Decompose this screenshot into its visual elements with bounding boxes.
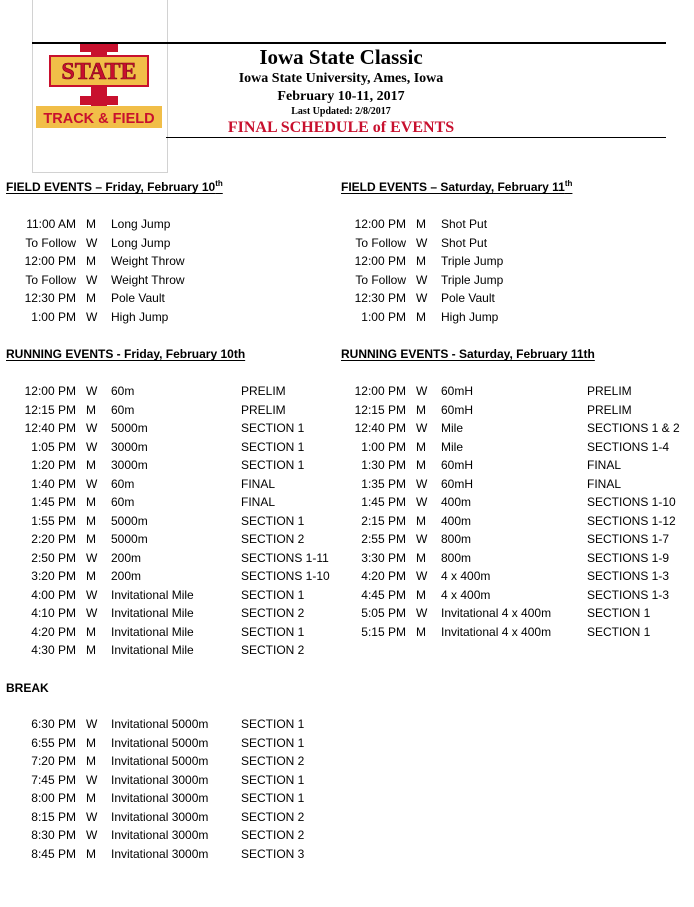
event-name: Invitational 5000m xyxy=(111,754,209,768)
event-time: 4:10 PM xyxy=(31,606,76,620)
event-time: 12:00 PM xyxy=(24,254,76,268)
field-friday-title-text: FIELD EVENTS – Friday, February 10 xyxy=(6,180,216,194)
event-time: 2:55 PM xyxy=(361,532,406,546)
field-saturday-title-sup: th xyxy=(564,179,573,188)
schedule-subtitle: FINAL SCHEDULE of EVENTS xyxy=(227,119,455,136)
event-time: 2:15 PM xyxy=(361,513,406,528)
gender: W xyxy=(416,272,428,287)
event-name: 200m xyxy=(111,550,142,565)
event-name: 4 x 400m xyxy=(441,569,491,583)
event-section: SECTION 1 xyxy=(241,717,305,731)
event-name: 60m xyxy=(111,476,135,491)
event-section: SECTION 1 xyxy=(241,421,305,435)
event-time: 5:15 PM xyxy=(361,624,406,639)
event-time: To Follow xyxy=(355,272,406,287)
gender: W xyxy=(86,772,98,787)
gender: W xyxy=(86,550,98,565)
event-name: Mile xyxy=(441,439,464,454)
gender: W xyxy=(86,809,98,824)
event-section: SECTION 1 xyxy=(241,513,305,528)
event-section: SECTIONS 1-3 xyxy=(587,569,670,583)
gender: M xyxy=(86,754,96,768)
event-section: SECTIONS 1-10 xyxy=(587,495,676,509)
logo-state-text: STATE xyxy=(61,59,137,85)
iowa-state-logo xyxy=(36,44,162,130)
event-name: Pole Vault xyxy=(441,291,495,305)
event-time: 1:05 PM xyxy=(31,439,76,454)
event-name: 200m xyxy=(111,569,142,583)
event-name: 3000m xyxy=(111,439,148,454)
event-time: 12:00 PM xyxy=(24,384,76,398)
gender: M xyxy=(86,291,96,305)
gender: M xyxy=(416,458,426,472)
event-name: 5000m xyxy=(111,421,148,435)
event-section: FINAL xyxy=(587,458,622,472)
gender: M xyxy=(86,532,96,546)
event-section: SECTION 2 xyxy=(241,828,305,842)
event-name: Invitational 3000m xyxy=(111,791,209,805)
event-section: SECTION 1 xyxy=(241,735,305,750)
event-time: 7:20 PM xyxy=(31,754,76,768)
field-friday-title-sup: th xyxy=(215,179,223,188)
event-section: FINAL xyxy=(587,476,622,491)
event-name: Pole Vault xyxy=(111,291,165,305)
event-name: Invitational Mile xyxy=(111,624,194,639)
event-section: SECTION 1 xyxy=(241,587,305,602)
gender: M xyxy=(416,624,426,639)
gender: W xyxy=(416,291,428,305)
gender: M xyxy=(86,791,96,805)
event-name: Invitational Mile xyxy=(111,643,194,657)
event-section: SECTIONS 1-11 xyxy=(241,550,329,565)
gender: W xyxy=(416,495,428,509)
event-time: 8:00 PM xyxy=(31,791,76,805)
event-section: SECTION 1 xyxy=(587,606,651,620)
event-section: PRELIM xyxy=(241,402,286,417)
gender: M xyxy=(86,735,96,750)
gender: W xyxy=(86,606,98,620)
event-name: Weight Throw xyxy=(111,254,185,268)
event-time: 5:05 PM xyxy=(361,606,406,620)
event-name: Invitational 3000m xyxy=(111,809,209,824)
event-section: SECTION 2 xyxy=(241,754,305,768)
gender: M xyxy=(416,217,426,231)
event-name: 4 x 400m xyxy=(441,587,491,602)
event-time: 6:30 PM xyxy=(31,717,76,731)
gender: W xyxy=(416,532,428,546)
event-time: 12:30 PM xyxy=(354,291,406,305)
event-time: 8:30 PM xyxy=(31,828,76,842)
gender: M xyxy=(416,513,426,528)
event-section: SECTION 2 xyxy=(241,532,305,546)
event-time: To Follow xyxy=(25,235,76,250)
event-section: SECTION 1 xyxy=(241,624,305,639)
event-name: Invitational 4 x 400m xyxy=(441,624,552,639)
event-name: 60mH xyxy=(441,458,474,472)
event-section: SECTION 2 xyxy=(241,809,305,824)
event-name: Invitational 5000m xyxy=(111,717,209,731)
event-name: 60m xyxy=(111,495,135,509)
gender: W xyxy=(416,569,428,583)
event-time: 12:00 PM xyxy=(354,254,406,268)
event-time: 12:30 PM xyxy=(24,291,76,305)
event-time: 12:00 PM xyxy=(354,217,406,231)
event-section: PRELIM xyxy=(587,402,632,417)
event-time: 1:00 PM xyxy=(31,309,76,324)
event-section: SECTION 3 xyxy=(241,846,305,861)
event-time: 1:35 PM xyxy=(361,476,406,491)
event-time: 1:30 PM xyxy=(361,458,406,472)
last-updated: Last Updated: 2/8/2017 xyxy=(291,106,391,117)
gender: W xyxy=(86,439,98,454)
event-section: FINAL xyxy=(241,495,276,509)
event-time: 1:45 PM xyxy=(31,495,76,509)
event-time: 1:45 PM xyxy=(361,495,406,509)
gender: M xyxy=(86,846,96,861)
gender: M xyxy=(416,587,426,602)
event-time: 12:15 PM xyxy=(354,402,406,417)
running-friday-title-text: RUNNING EVENTS - Friday, February 10th xyxy=(6,347,246,361)
location: Iowa State University, Ames, Iowa xyxy=(238,71,444,86)
event-name: 3000m xyxy=(111,458,148,472)
event-section: SECTION 1 xyxy=(241,791,305,805)
field-saturday-title-text: FIELD EVENTS – Saturday, February 11 xyxy=(341,180,565,194)
gender: W xyxy=(416,606,428,620)
event-name: Weight Throw xyxy=(111,272,185,287)
event-time: To Follow xyxy=(355,235,406,250)
event-time: 2:20 PM xyxy=(31,532,76,546)
gender: W xyxy=(86,309,98,324)
gender: M xyxy=(86,624,96,639)
event-section: SECTION 2 xyxy=(241,606,305,620)
event-section: PRELIM xyxy=(587,384,632,398)
event-section: SECTION 1 xyxy=(241,458,305,472)
gender: W xyxy=(86,717,98,731)
event-name: 800m xyxy=(441,532,472,546)
event-time: 11:00 AM xyxy=(26,217,76,231)
event-time: 1:00 PM xyxy=(361,439,406,454)
gender: W xyxy=(86,476,98,491)
event-time: 2:50 PM xyxy=(31,550,76,565)
event-section: SECTION 1 xyxy=(241,772,305,787)
event-time: 4:30 PM xyxy=(31,643,76,657)
event-section: SECTIONS 1 & 2 xyxy=(587,421,680,435)
event-time: 1:55 PM xyxy=(31,513,76,528)
event-time: 8:45 PM xyxy=(31,846,76,861)
event-dates: February 10-11, 2017 xyxy=(277,89,405,104)
running-saturday-title xyxy=(341,347,595,361)
event-time: 4:45 PM xyxy=(361,587,406,602)
event-section: SECTION 1 xyxy=(241,439,305,454)
event-name: 60m xyxy=(111,384,135,398)
gender: M xyxy=(86,458,96,472)
gender: M xyxy=(416,402,426,417)
event-name: Invitational 3000m xyxy=(111,772,209,787)
event-time: 12:40 PM xyxy=(24,421,76,435)
gender: M xyxy=(86,254,96,268)
event-name: Invitational 3000m xyxy=(111,846,209,861)
event-name: 60mH xyxy=(441,402,474,417)
gender: W xyxy=(416,235,428,250)
event-time: 4:00 PM xyxy=(31,587,76,602)
event-name: Triple Jump xyxy=(441,272,504,287)
gender: M xyxy=(416,254,426,268)
event-section: SECTIONS 1-10 xyxy=(241,569,330,583)
gender: M xyxy=(86,513,96,528)
event-name: 60m xyxy=(111,402,135,417)
event-time: 1:20 PM xyxy=(31,458,76,472)
event-name: Invitational 3000m xyxy=(111,828,209,842)
break-title xyxy=(6,681,49,695)
event-name: 5000m xyxy=(111,532,148,546)
break-title-text: BREAK xyxy=(6,681,49,695)
gender: W xyxy=(86,828,98,842)
event-name: 400m xyxy=(441,495,472,509)
event-section: SECTIONS 1-7 xyxy=(587,532,670,546)
event-name: 60mH xyxy=(441,476,474,491)
gender: W xyxy=(416,421,428,435)
running-friday-title xyxy=(6,347,245,361)
event-time: To Follow xyxy=(25,272,76,287)
event-time: 4:20 PM xyxy=(361,569,406,583)
gender: W xyxy=(86,587,98,602)
event-time: 3:20 PM xyxy=(31,569,76,583)
event-time: 3:30 PM xyxy=(361,550,406,565)
event-name: Mile xyxy=(441,421,464,435)
event-name: Invitational Mile xyxy=(111,587,194,602)
event-section: SECTION 1 xyxy=(587,624,651,639)
event-name: 60mH xyxy=(441,384,474,398)
gender: W xyxy=(86,272,98,287)
event-name: Invitational 5000m xyxy=(111,735,209,750)
gender: M xyxy=(86,217,96,231)
event-name: Shot Put xyxy=(441,217,488,231)
gender: W xyxy=(86,235,98,250)
gender: M xyxy=(416,550,426,565)
event-name: Triple Jump xyxy=(441,254,504,268)
gender: M xyxy=(86,569,96,583)
event-section: SECTIONS 1-3 xyxy=(587,587,670,602)
gender: M xyxy=(86,643,96,657)
gender: M xyxy=(416,439,426,454)
event-section: SECTION 2 xyxy=(241,643,305,657)
event-section: SECTIONS 1-12 xyxy=(587,513,676,528)
event-name: 800m xyxy=(441,550,472,565)
gender: W xyxy=(416,476,428,491)
event-name: 400m xyxy=(441,513,472,528)
event-section: SECTIONS 1-9 xyxy=(587,550,670,565)
event-name: Shot Put xyxy=(441,235,488,250)
running-saturday-title-text: RUNNING EVENTS - Saturday, February 11th xyxy=(341,347,595,361)
event-name: High Jump xyxy=(441,309,499,324)
gender: M xyxy=(86,402,96,417)
gender: M xyxy=(416,309,426,324)
event-time: 6:55 PM xyxy=(31,735,76,750)
event-time: 12:00 PM xyxy=(354,384,406,398)
title-block xyxy=(166,44,516,138)
logo-track-field-text: TRACK & FIELD xyxy=(43,111,155,127)
page-title: Iowa State Classic xyxy=(259,45,423,69)
event-name: Invitational Mile xyxy=(111,606,194,620)
event-time: 12:40 PM xyxy=(354,421,406,435)
event-name: Invitational 4 x 400m xyxy=(441,606,552,620)
event-time: 1:00 PM xyxy=(361,309,406,324)
gender: W xyxy=(416,384,428,398)
gender: M xyxy=(86,495,96,509)
event-name: High Jump xyxy=(111,309,169,324)
event-section: PRELIM xyxy=(241,384,286,398)
field-friday-title xyxy=(6,180,223,194)
event-time: 4:20 PM xyxy=(31,624,76,639)
event-name: Long Jump xyxy=(111,235,171,250)
event-section: SECTIONS 1-4 xyxy=(587,439,670,454)
event-time: 8:15 PM xyxy=(31,809,76,824)
event-section: FINAL xyxy=(241,476,276,491)
gender: W xyxy=(86,421,98,435)
event-name: 5000m xyxy=(111,513,148,528)
event-time: 1:40 PM xyxy=(31,476,76,491)
event-name: Long Jump xyxy=(111,217,171,231)
event-time: 12:15 PM xyxy=(24,402,76,417)
gender: W xyxy=(86,384,98,398)
field-saturday-title xyxy=(341,180,572,194)
event-time: 7:45 PM xyxy=(31,772,76,787)
